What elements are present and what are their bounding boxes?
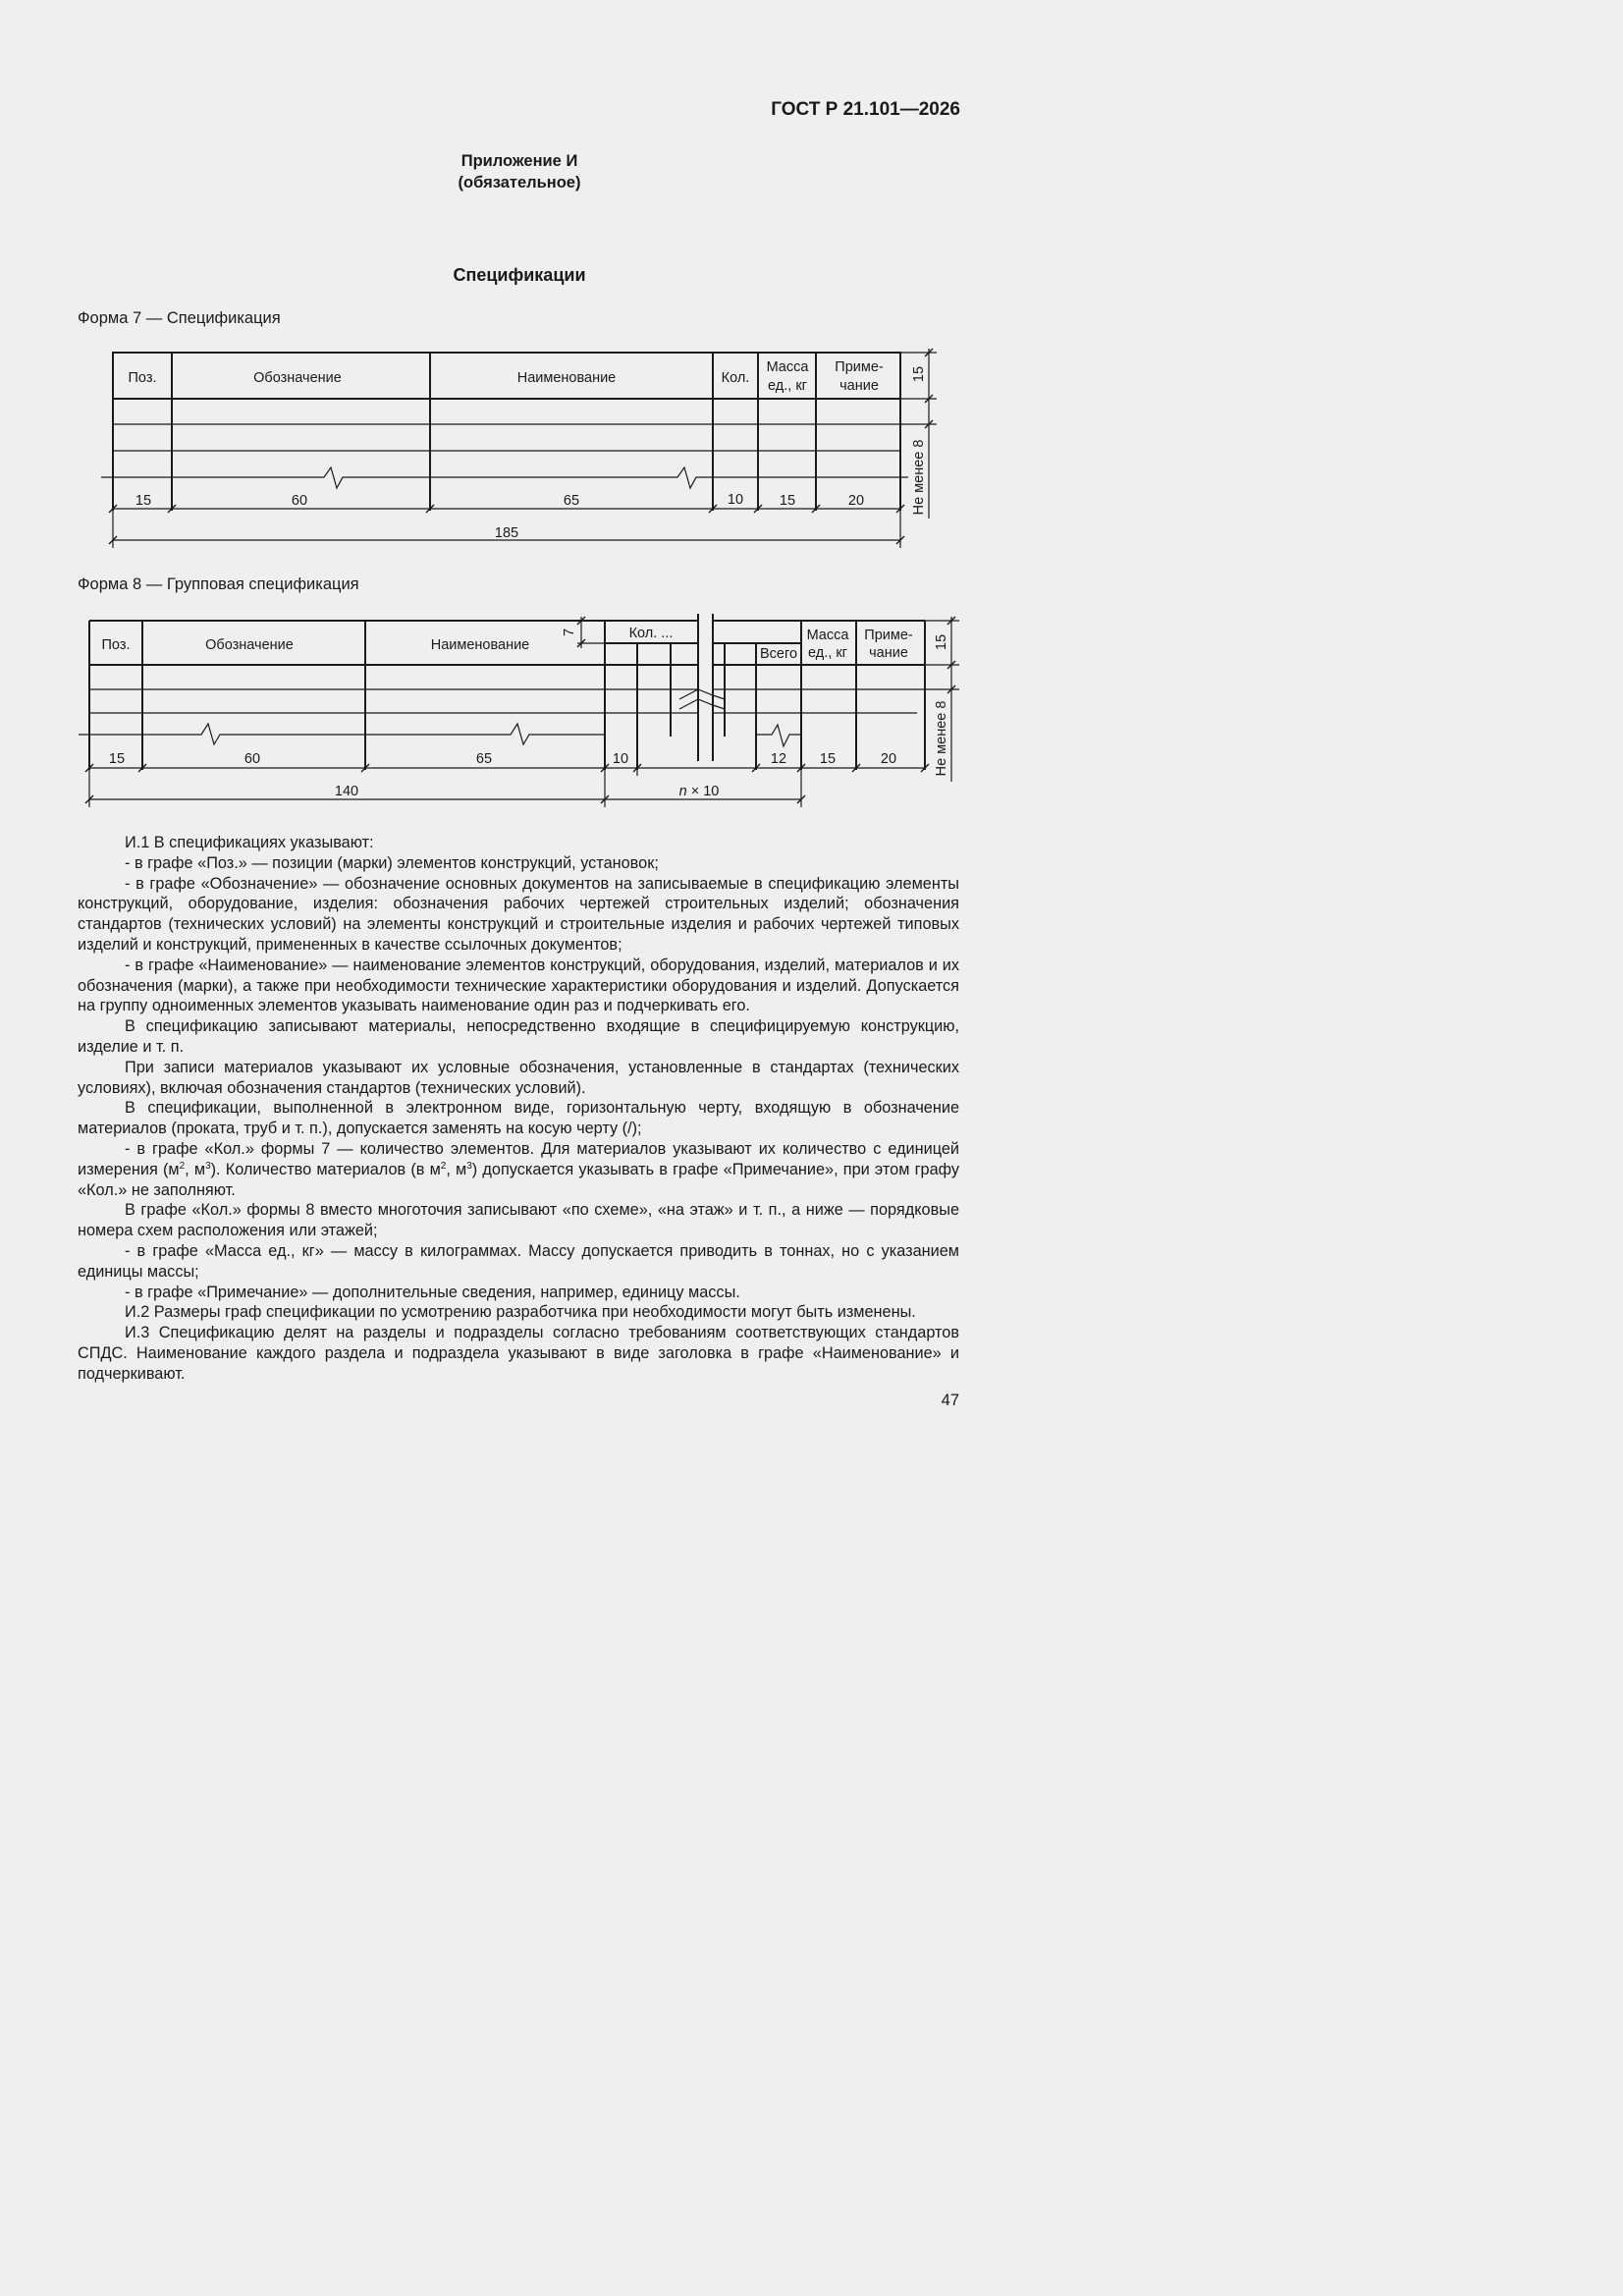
paragraph-note: - в графе «Примечание» — дополнительные сведения, например, единицу массы. — [125, 1283, 740, 1301]
form7-col-mass-1: Масса — [766, 359, 809, 375]
form8-width-qty: 10 — [612, 751, 629, 767]
form8-col-mass-2: ед., кг — [808, 645, 847, 661]
form7-width-qty: 10 — [727, 492, 744, 508]
form8-col-mass-1: Масса — [806, 628, 849, 643]
paragraph-i2: И.2 Размеры граф спецификации по усмотрению разработчика при необходимости могут быть изменены. — [125, 1303, 916, 1322]
paragraph-designation: - в графе «Обозначение» — обозначение основных документов на записываемые в спецификацию элементы конструкций, оборудование, изделия: обозначения рабочих чертежей строительных изделий; обозначения стандартов (технических условий) на элементы конструкций и строительные изделия и рабочих чертежей типовых изделий и конструкций, примененных в качестве ссылочных документов; — [78, 874, 959, 954]
form8-subheader-height: 7 — [562, 628, 577, 637]
sup-3: 3 — [205, 1160, 211, 1172]
paragraph-materials: В спецификацию записывают материалы, непосредственно входящие в специфицируемую конструкцию, изделие и т. п. — [78, 1017, 959, 1056]
form7-width-note: 20 — [847, 493, 865, 509]
form7-header-height: 15 — [911, 365, 927, 383]
form8-width-mass: 15 — [819, 751, 837, 767]
form8-col-note-1: Приме- — [864, 628, 913, 643]
form7-col-mass-2: ед., кг — [768, 378, 807, 394]
form8-col-total: Всего — [759, 646, 798, 662]
form8-col-note-2: чание — [869, 645, 908, 661]
form7-width-mass: 15 — [779, 493, 796, 509]
form8-col-pos: Поз. — [101, 637, 131, 653]
paragraph-i3: И.3 Спецификацию делят на разделы и подразделы согласно требованиям соответствующих стандартов СПДС. Наименование каждого раздела и подраздела указывают в виде заголовка в графе «Наименование» и подчеркивают. — [78, 1324, 959, 1383]
paragraph-materials-record: При записи материалов указывают их условные обозначения, установленные в стандартах (технических условиях), включая обозначения стандартов (технических условий). — [78, 1058, 959, 1097]
form8-caption: Форма 8 — Групповая спецификация — [78, 575, 359, 593]
form7-width-name: 65 — [563, 493, 580, 509]
sup-2b: 2 — [440, 1160, 447, 1172]
form8-col-name: Наименование — [430, 637, 530, 653]
form8-width-designation: 60 — [243, 751, 261, 767]
paragraph-name: - в графе «Наименование» — наименование элементов конструкций, оборудования, изделий, материалов и их обозначения (марки), а также при необходимости технические характеристики оборудования и изделий. Допускается на группу одноименных элементов указывать наименование один раз и подчеркивать его. — [78, 956, 959, 1015]
section-title: Спецификации — [453, 265, 586, 285]
form8-col-designation: Обозначение — [205, 637, 294, 653]
form7-col-qty: Кол. — [721, 370, 750, 386]
form7-col-designation: Обозначение — [253, 370, 342, 386]
paragraph-qty-form8: В графе «Кол.» формы 8 вместо многоточия записывают «по схеме», «на этаж» и т. п., а ниже — порядковые номера схем расположения или этажей; — [78, 1201, 959, 1240]
appendix-title: Приложение И — [460, 152, 578, 170]
form8-header-height: 15 — [934, 633, 949, 651]
form7-col-note-1: Приме- — [835, 359, 884, 375]
form7-row-height: Не менее 8 — [911, 439, 927, 516]
form7-col-note-2: чание — [839, 378, 879, 394]
sup-3b: 3 — [466, 1160, 472, 1172]
form8-row-height: Не менее 8 — [934, 700, 949, 777]
paragraph-mass: - в графе «Масса ед., кг» — массу в килограммах. Массу допускается приводить в тоннах, но с указанием единицы массы; — [78, 1241, 959, 1281]
form7-col-pos: Поз. — [128, 370, 157, 386]
paragraph-qty-d: , м — [446, 1160, 467, 1178]
form7-caption: Форма 7 — Спецификация — [78, 309, 281, 327]
paragraph-pos: - в графе «Поз.» — позиции (марки) элементов конструкций, установок; — [125, 853, 659, 872]
form7-width-pos: 15 — [135, 493, 152, 509]
sup-2: 2 — [179, 1160, 186, 1172]
standard-code: ГОСТ Р 21.101—2026 — [771, 99, 960, 120]
form8-width-pos: 15 — [108, 751, 126, 767]
paragraph-i1: И.1 В спецификациях указывают: — [125, 834, 374, 851]
form7-total-width: 185 — [494, 525, 519, 541]
paragraph-qty — [78, 1139, 959, 1200]
form8-width-total: 12 — [770, 751, 787, 767]
paragraph-qty-e: ) допускается указывать в графе «Примечание», при этом графу «Кол.» не заполняют. — [78, 1160, 959, 1199]
form8-total-right — [679, 784, 720, 799]
body-text — [78, 833, 959, 1385]
form8-total-left: 140 — [334, 784, 359, 799]
appendix-status: (обязательное) — [458, 174, 581, 191]
form8-col-qty: Кол. ... — [628, 626, 674, 641]
form7-col-name: Наименование — [516, 370, 617, 386]
form8-width-name: 65 — [475, 751, 493, 767]
paragraph-qty-b: , м — [185, 1160, 206, 1178]
form8-total-right-rest: × 10 — [686, 784, 720, 799]
paragraph-qty-a: - в графе «Кол.» формы 7 — количество элементов. Для материалов указывают их количество с единицей измерения (м — [78, 1139, 959, 1178]
form8-width-note: 20 — [880, 751, 897, 767]
form8-total-right-n: n — [678, 784, 687, 799]
paragraph-qty-c: ). Количество материалов (в м — [210, 1160, 441, 1178]
paragraph-electronic: В спецификации, выполненной в электронном виде, горизонтальную черту, входящую в обозначение материалов (проката, труб и т. п.), допускается заменять на косую черту (/); — [78, 1099, 959, 1138]
page-number: 47 — [941, 1392, 959, 1409]
form7-width-designation: 60 — [291, 493, 308, 509]
